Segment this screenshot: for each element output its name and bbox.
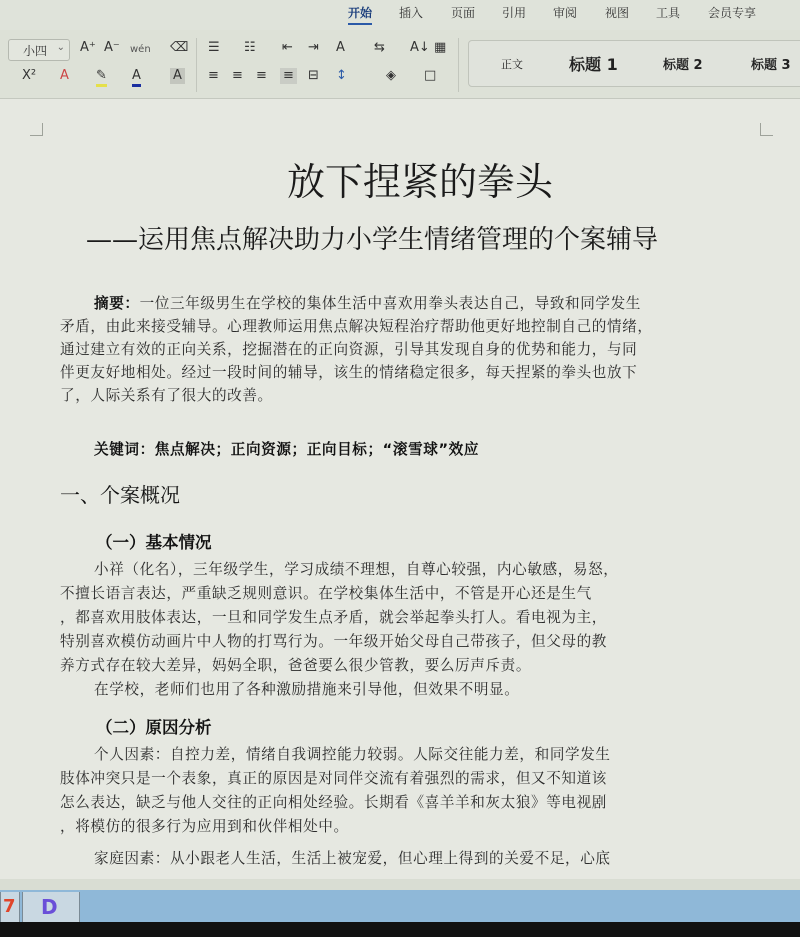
tab-insert[interactable]: 插入 [399, 6, 424, 20]
tab-view[interactable]: 视图 [605, 6, 630, 20]
font-size-select[interactable] [8, 39, 70, 61]
body-line: 怎么表达，缺乏与他人交往的正向相处经验。长期看《喜羊羊和灰太狼》等电视剧 [60, 794, 607, 811]
body-line: 特别喜欢模仿动画片中人物的打骂行为。一年级开始父母自己带孩子，但父母的教 [60, 633, 607, 650]
text-direction-icon[interactable]: ⇆ [374, 40, 385, 55]
body-line: ，都喜欢用肢体表达，一旦和同学发生点矛盾，就会举起拳头打人。看电视为主， [60, 609, 607, 626]
screen-bezel [0, 922, 800, 937]
chevron-down-icon: ⌄ [56, 42, 65, 53]
menu-bar [0, 0, 800, 30]
tab-home[interactable]: 开始 [348, 4, 372, 25]
document-page[interactable] [0, 99, 800, 879]
subsection-heading: （二）原因分析 [96, 718, 212, 737]
highlight-icon[interactable]: ✎ [96, 68, 107, 87]
app-icon: 7 [3, 896, 16, 917]
subsection-heading: （一）基本情况 [96, 533, 212, 552]
abstract-line: 了，人际关系有了很大的改善。 [60, 387, 273, 404]
sort-icon[interactable]: A↓ [410, 40, 430, 55]
clear-format-icon[interactable]: ⌫ [170, 40, 189, 55]
style-heading-3[interactable]: 标题 3 [751, 58, 791, 73]
table-icon[interactable]: ▦ [434, 40, 447, 55]
justify-icon[interactable]: ≡ [280, 68, 297, 84]
body-line: 肢体冲突只是一个表象，真正的原因是对同伴交流有着强烈的需求，但又不知道该 [60, 770, 607, 787]
keywords: 关键词：焦点解决；正向资源；正向目标；“滚雪球”效应 [94, 441, 480, 458]
body-line: 家庭因素：从小跟老人生活，生活上被宠爱，但心理上得到的关爱不足，心底 [94, 850, 611, 867]
increase-indent-icon[interactable]: ⇥ [308, 40, 319, 55]
body-line: 在学校，老师们也用了各种激励措施来引导他，但效果不明显。 [94, 681, 520, 698]
tab-review[interactable]: 审阅 [553, 6, 578, 20]
font-color-icon[interactable]: A [132, 68, 141, 87]
body-line: 不擅长语言表达，严重缺乏规则意识。在学校集体生活中，不管是开心还是生气 [60, 585, 592, 602]
numbering-icon[interactable]: ☷ [244, 40, 256, 55]
section-heading: 一、个案概况 [60, 483, 180, 507]
divider [458, 38, 459, 92]
superscript-icon[interactable]: X² [22, 68, 37, 83]
border-icon[interactable]: □ [424, 68, 437, 83]
style-heading-1[interactable]: 标题 1 [569, 55, 618, 74]
align-left-icon[interactable]: ≡ [208, 68, 219, 83]
tab-tools[interactable]: 工具 [656, 6, 681, 20]
char-scale-icon[interactable]: A [336, 40, 345, 55]
divider [196, 38, 197, 92]
body-line: ，将模仿的很多行为应用到和伙伴相处中。 [60, 818, 349, 835]
distribute-icon[interactable]: ⊟ [308, 68, 319, 83]
align-center-icon[interactable]: ≡ [232, 68, 243, 83]
body-line: 个人因素：自控力差，情绪自我调控能力较弱。人际交往能力差，和同学发生 [94, 746, 611, 763]
taskbar-app-1[interactable] [0, 892, 20, 922]
taskbar [0, 890, 800, 922]
body-line: 养方式存在较大差异，妈妈全职，爸爸要么很少管教，要么厉声斥责。 [60, 657, 532, 674]
grow-font-icon[interactable]: A⁺ [80, 40, 96, 55]
tab-reference[interactable]: 引用 [502, 6, 527, 20]
align-right-icon[interactable]: ≡ [256, 68, 267, 83]
shading-icon[interactable]: ◈ [386, 68, 396, 83]
font-size-value: 小四 [23, 44, 48, 58]
abstract-line: 摘要：一位三年级男生在学校的集体生活中喜欢用拳头表达自己，导致和同学发生 [94, 295, 641, 312]
shrink-font-icon[interactable]: A⁻ [104, 40, 120, 55]
tab-member[interactable]: 会员专享 [708, 6, 757, 20]
abstract-line: 矛盾，由此来接受辅导。心理教师运用焦点解决短程治疗帮助他更好地控制自己的情绪， [60, 318, 653, 335]
app-icon: D [41, 895, 58, 919]
phonetic-guide-icon[interactable]: wén [130, 44, 151, 55]
text-effect-icon[interactable]: A [60, 68, 69, 83]
document-title: 放下捏紧的拳头 [286, 160, 553, 204]
abstract-label: 摘要： [94, 295, 140, 312]
decrease-indent-icon[interactable]: ⇤ [282, 40, 293, 55]
abstract-line: 通过建立有效的正向关系，挖掘潜在的正向资源，引导其发现自身的优势和能力，与同 [60, 341, 638, 358]
margin-corner-left [30, 123, 43, 136]
abstract-line: 伴更友好地相处。经过一段时间的辅导，该生的情绪稳定很多，每天捏紧的拳头也放下 [60, 364, 638, 381]
margin-corner-right [760, 123, 773, 136]
style-gallery [468, 40, 800, 87]
document-subtitle: ——运用焦点解决助力小学生情绪管理的个案辅导 [86, 225, 659, 255]
line-spacing-icon[interactable]: ↕ [336, 68, 347, 83]
taskbar-app-2[interactable] [22, 892, 80, 922]
style-normal[interactable]: 正文 [501, 58, 523, 71]
bullets-icon[interactable]: ☰ [208, 40, 220, 55]
char-shading-icon[interactable]: A [170, 68, 185, 84]
body-line: 小祥（化名），三年级学生，学习成绩不理想，自尊心较强，内心敏感，易怒， [94, 561, 619, 578]
tab-page[interactable]: 页面 [451, 6, 476, 20]
style-heading-2[interactable]: 标题 2 [663, 58, 703, 73]
